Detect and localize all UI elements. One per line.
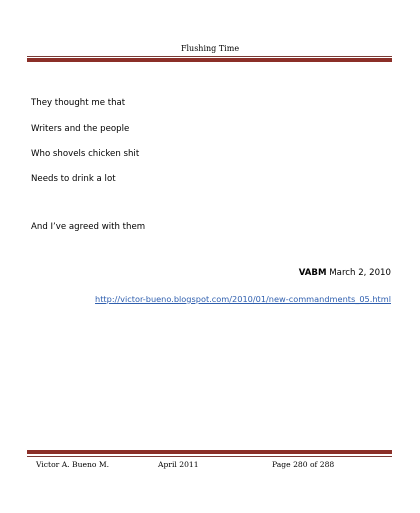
poem-line-1: They thought me that [31, 98, 126, 108]
footer-author: Victor A. Bueno M. [36, 460, 110, 469]
header-title: Flushing Time [180, 44, 240, 53]
header-rule-thick [27, 58, 392, 62]
poem-line-4: Needs to drink a lot [31, 174, 116, 184]
blog-link[interactable]: http://victor-bueno.blogspot.com/2010/01/new-commandments_05.html [95, 294, 391, 304]
poem-line-2: Writers and the people [31, 124, 130, 134]
footer-page-number: Page 280 of 288 [272, 460, 335, 469]
footer-rule-thin [27, 456, 392, 457]
header-rule-thin [27, 56, 392, 57]
signature-date: March 2, 2010 [329, 268, 391, 278]
footer-date: April 2011 [158, 460, 199, 469]
poem-line-5: And I’ve agreed with them [31, 222, 146, 232]
poem-line-3: Who shovels chicken shit [31, 149, 140, 159]
footer-rule-thick [27, 450, 392, 454]
signature [299, 268, 391, 278]
signature-initials: VABM [298, 268, 327, 278]
